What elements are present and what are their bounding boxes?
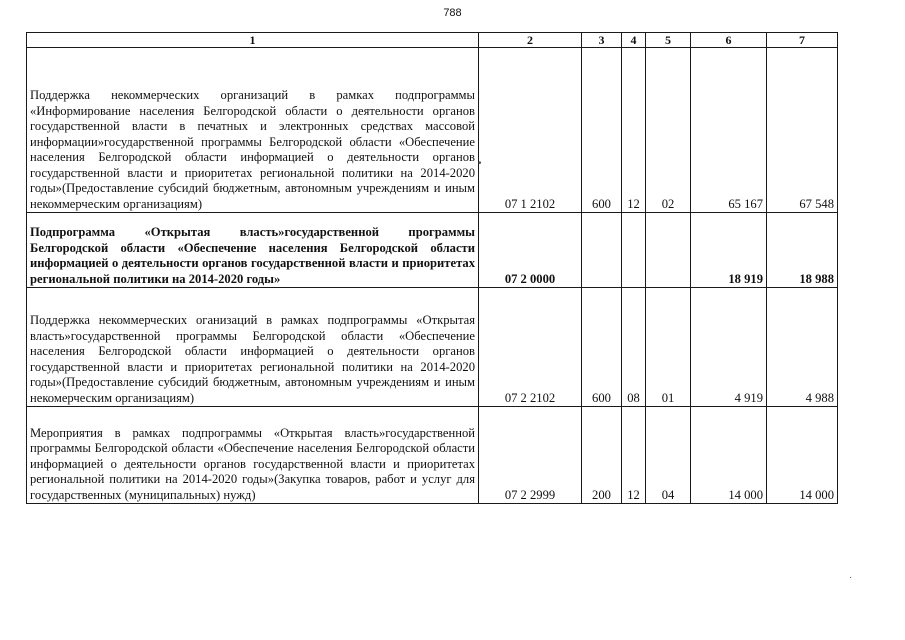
row-col4: 12 [622, 48, 646, 213]
row-col6-amount: 18 919 [691, 213, 767, 288]
row-target-code: 07 2 2999 [479, 407, 582, 504]
row-col5: 04 [646, 407, 691, 504]
column-header: 3 [582, 33, 622, 48]
row-target-code: 07 1 2102 [479, 48, 582, 213]
row-description: Поддержка некоммерческих организаций в рамках подпрограммы «Информирование населения Белгородской области о деятельности органов государственной власти в печатных и электронных средствах массовой информации»государственной программы Белгородской области «Обеспечение населения Белгородской области информацией о деятельности органов государственной власти и приоритетах региональной политики на 2014-2020 годы»(Предоставление субсидий бюджетным, автономным учреждениям и иным некоммерческим организациям) [27, 48, 479, 213]
row-col5: 02 [646, 48, 691, 213]
row-target-code: 07 2 0000 [479, 213, 582, 288]
row-description: Подпрограмма «Открытая власть»государственной программы Белгородской области «Обеспечение населения Белгородской области информацией о деятельности органов государственной власти и приоритетах региональной политики на 2014-2020 годы» [27, 213, 479, 288]
row-col6-amount: 14 000 [691, 407, 767, 504]
row-col5 [646, 213, 691, 288]
row-target-code: 07 2 2102 [479, 288, 582, 407]
scan-mark: · [849, 572, 853, 583]
table-row [27, 407, 838, 504]
row-col6-amount: 65 167 [691, 48, 767, 213]
column-header: 5 [646, 33, 691, 48]
column-header: 7 [767, 33, 838, 48]
table-row-subprogram [27, 213, 838, 288]
table-row [27, 288, 838, 407]
row-col4: 12 [622, 407, 646, 504]
row-col4: 08 [622, 288, 646, 407]
row-col3: 200 [582, 407, 622, 504]
table-row [27, 48, 838, 213]
row-col7-amount: 4 988 [767, 288, 838, 407]
column-header: 4 [622, 33, 646, 48]
page-number: 788 [443, 7, 462, 19]
budget-table [26, 32, 838, 504]
column-header: 1 [27, 33, 479, 48]
row-description: Мероприятия в рамках подпрограммы «Открытая власть»государственной программы Белгородской области «Обеспечение населения Белгородской области информацией о деятельности органов государственной власти и приоритетах региональной политики на 2014-2020 годы»(Закупка товаров, работ и услуг для государственных (муниципальных) нужд) [27, 407, 479, 504]
row-col7-amount: 67 548 [767, 48, 838, 213]
row-col4 [622, 213, 646, 288]
row-col6-amount: 4 919 [691, 288, 767, 407]
scan-mark: • [478, 158, 482, 169]
row-col7-amount: 18 988 [767, 213, 838, 288]
column-header: 2 [479, 33, 582, 48]
row-col3: 600 [582, 48, 622, 213]
table-header-row [27, 33, 838, 48]
row-col3 [582, 213, 622, 288]
row-col7-amount: 14 000 [767, 407, 838, 504]
row-col5: 01 [646, 288, 691, 407]
column-header: 6 [691, 33, 767, 48]
row-description: Поддержка некоммерческих оганизаций в рамках подпрограммы «Открытая власть»государственной программы Белгородской области «Обеспечение населения Белгородской области информацией о деятельности органов государственной власти и приоритетах региональной политики на 2014-2020 годы»(Предоставление субсидий бюджетным, автономным учреждениям и иным некомерческим организациям) [27, 288, 479, 407]
row-col3: 600 [582, 288, 622, 407]
